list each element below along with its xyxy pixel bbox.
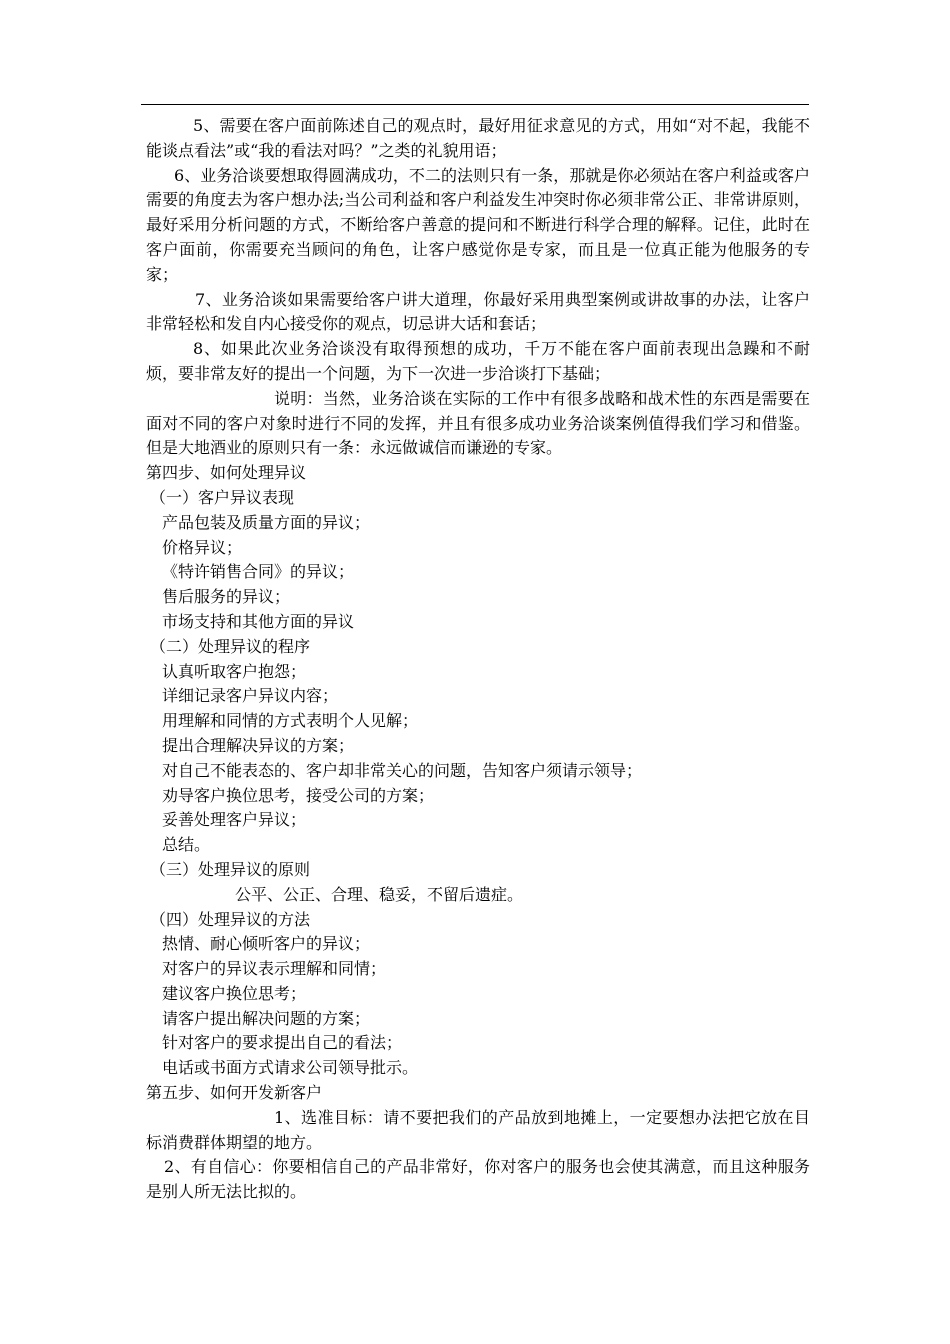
list-item: 用理解和同情的方式表明个人见解； bbox=[162, 711, 419, 731]
document-body bbox=[146, 114, 810, 1205]
list-item: 认真听取客户抱怨； bbox=[162, 661, 307, 681]
list-item: 热情、耐心倾听客户的异议； bbox=[162, 934, 371, 954]
step4-s3-title: （三）处理异议的原则 bbox=[150, 859, 311, 879]
paragraph-6: 6、业务洽谈要想取得圆满成功，不二的法则只有一条，那就是你必须站在客户利益或客户需要的角度去为客户想办法;当公司利益和客户利益发生冲突时你必须非常公正、非常讲原则，最好采用分析问题的方式，不断给客户善意的提问和不断进行科学合理的解释。记住，此时在客户面前，你需要充当顾问的角色，让客户感觉你是专家，而且是一位真正能为他服务的专家； bbox=[146, 165, 810, 284]
header-rule bbox=[141, 104, 809, 105]
paragraph-7: 7、业务洽谈如果需要给客户讲大道理，你最好采用典型案例或讲故事的办法，让客户非常轻松和发自内心接受你的观点，切忌讲大话和套话； bbox=[146, 289, 810, 334]
step5-title: 第五步、如何开发新客户 bbox=[146, 1083, 323, 1103]
principles-text: 公平、公正、合理、稳妥，不留后遗症。 bbox=[235, 884, 524, 904]
step5-paragraph-2: 2、有自信心：你要相信自己的产品非常好，你对客户的服务也会使其满意，而且这种服务是别人所无法比拟的。 bbox=[146, 1157, 810, 1202]
step5-paragraph-1: 1、选准目标：请不要把我们的产品放到地摊上，一定要想办法把它放在目标消费群体期望的地方。 bbox=[146, 1107, 810, 1152]
list-item: 建议客户换位思考； bbox=[162, 983, 307, 1003]
list-item: 电话或书面方式请求公司领导批示。 bbox=[162, 1058, 419, 1078]
list-item: 价格异议； bbox=[162, 537, 243, 557]
list-item: 产品包装及质量方面的异议； bbox=[162, 512, 371, 532]
paragraph-8: 8、如果此次业务洽谈没有取得预想的成功，千万不能在客户面前表现出急躁和不耐烦，要非常友好的提出一个问题，为下一次进一步洽谈打下基础； bbox=[146, 339, 810, 383]
list-item: 针对客户的要求提出自己的看法； bbox=[162, 1033, 403, 1053]
list-item: 售后服务的异议； bbox=[162, 587, 291, 607]
list-item: 市场支持和其他方面的异议 bbox=[162, 611, 355, 631]
paragraph-5: 5、需要在客户面前陈述自己的观点时，最好用征求意见的方式，用如“对不起，我能不能谈点看法”或“我的看法对吗？”之类的礼貌用语； bbox=[146, 116, 810, 160]
list-item: 劝导客户换位思考，接受公司的方案； bbox=[162, 785, 435, 805]
list-item: 妥善处理客户异议； bbox=[162, 810, 307, 830]
list-item: 对自己不能表态的、客户却非常关心的问题，告知客户须请示领导； bbox=[162, 760, 643, 780]
list-item: 《特许销售合同》的异议； bbox=[162, 562, 355, 582]
step4-title: 第四步、如何处理异议 bbox=[146, 463, 307, 483]
step4-s1-title: （一）客户异议表现 bbox=[150, 487, 295, 507]
list-item: 提出合理解决异议的方案； bbox=[162, 735, 355, 755]
note-paragraph: 说明：当然，业务洽谈在实际的工作中有很多战略和战术性的东西是需要在面对不同的客户对象时进行不同的发挥，并且有很多成功业务洽谈案例值得我们学习和借鉴。但是大地酒业的原则只有一条：永远做诚信而谦逊的专家。 bbox=[146, 388, 810, 458]
list-item: 对客户的异议表示理解和同情； bbox=[162, 959, 387, 979]
step4-s4-title: （四）处理异议的方法 bbox=[150, 909, 311, 929]
list-item: 总结。 bbox=[162, 835, 211, 855]
step4-s2-title: （二）处理异议的程序 bbox=[150, 636, 311, 656]
list-item: 详细记录客户异议内容； bbox=[162, 686, 339, 706]
list-item: 请客户提出解决问题的方案； bbox=[162, 1008, 371, 1028]
